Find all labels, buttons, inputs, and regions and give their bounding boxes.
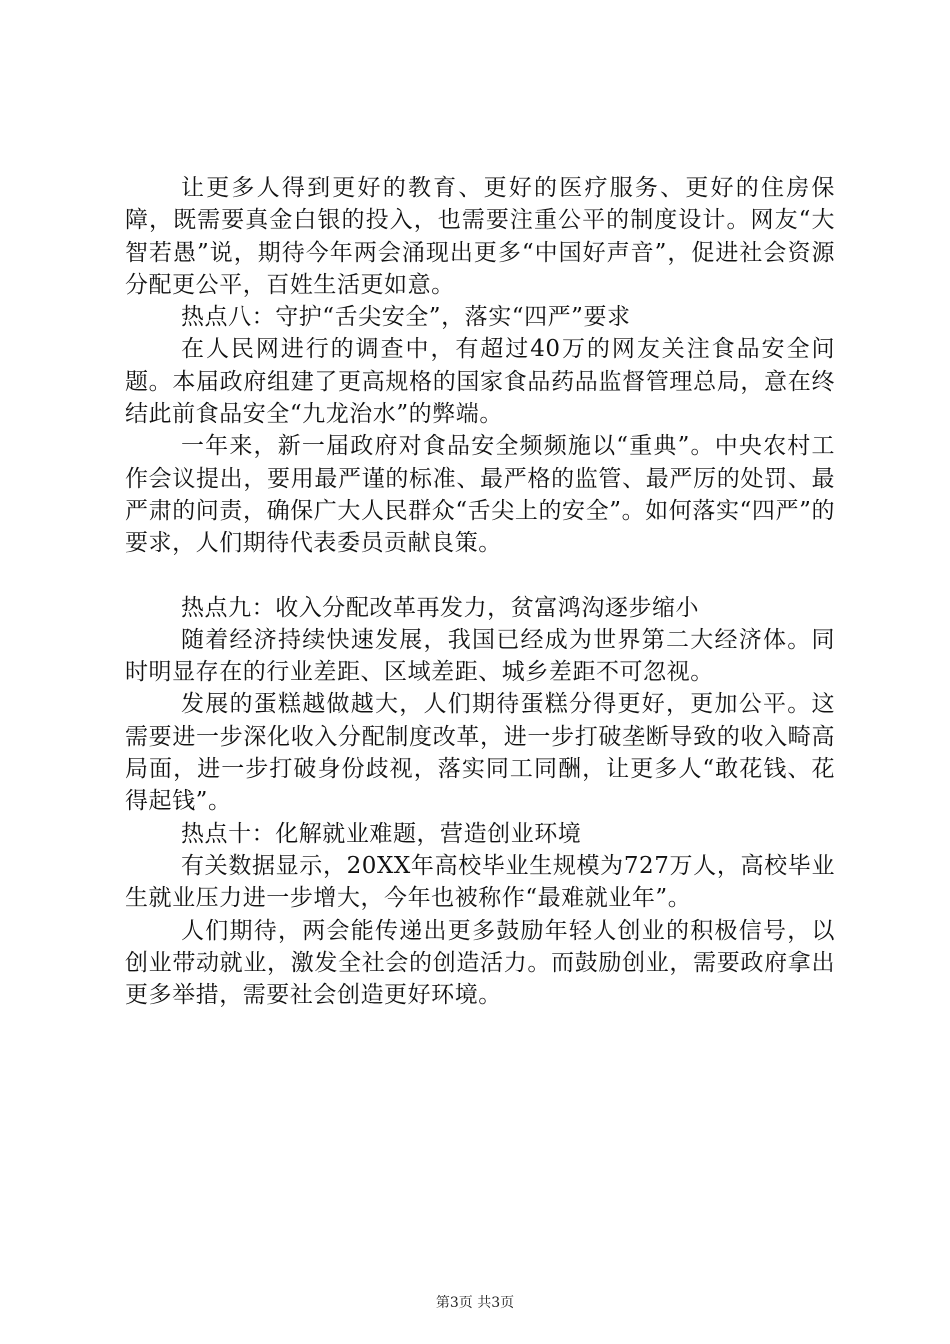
heading-hotspot-8: 热点八：守护“舌尖安全”，落实“四严”要求 xyxy=(181,304,631,331)
paragraph-spacer xyxy=(125,560,835,592)
paragraph-food-safety-survey: 在人民网进行的调查中，有超过40万的网友关注食品安全问题。本届政府组建了更高规格的国家食品药品监督管理总局，意在终结此前食品安全“九龙治水”的弊端。 xyxy=(125,336,835,428)
heading-hotspot-10: 热点十：化解就业难题，营造创业环境 xyxy=(181,820,582,847)
document-body xyxy=(125,172,835,1011)
paragraph-income-reform: 发展的蛋糕越做越大，人们期待蛋糕分得更好，更加公平。这需要进一步深化收入分配制度改革，进一步打破垄断导致的收入畸高局面，进一步打破身份歧视，落实同工同酬，让更多人“敢花钱、花得起钱”。 xyxy=(125,691,835,815)
paragraph-income-gap: 随着经济持续快速发展，我国已经成为世界第二大经济体。同时明显存在的行业差距、区域差距、城乡差距不可忽视。 xyxy=(125,626,835,686)
page-footer: 第3页 共3页 xyxy=(435,1295,515,1311)
heading-hotspot-9: 热点九：收入分配改革再发力，贫富鸿沟逐步缩小 xyxy=(181,594,700,621)
paragraph-graduates-data: 有关数据显示，20XX年高校毕业生规模为727万人，高校毕业生就业压力进一步增大，今年也被称作“最难就业年”。 xyxy=(125,852,835,912)
paragraph-entrepreneurship: 人们期待，两会能传递出更多鼓励年轻人创业的积极信号，以创业带动就业，激发全社会的创造活力。而鼓励创业，需要政府拿出更多举措，需要社会创造更好环境。 xyxy=(125,917,835,1009)
paragraph-housing-education: 让更多人得到更好的教育、更好的医疗服务、更好的住房保障，既需要真金白银的投入，也需要注重公平的制度设计。网友“大智若愚”说，期待今年两会涌现出更多“中国好声音”，促进社会资源分配更公平，百姓生活更如意。 xyxy=(125,175,835,298)
paragraph-food-safety-measures: 一年来，新一届政府对食品安全频频施以“重典”。中央农村工作会议提出，要用最严谨的标准、最严格的监管、最严厉的处罚、最严肃的问责，确保广大人民群众“舌尖上的安全”。如何落实“四严”的要求，人们期待代表委员贡献良策。 xyxy=(125,433,835,557)
